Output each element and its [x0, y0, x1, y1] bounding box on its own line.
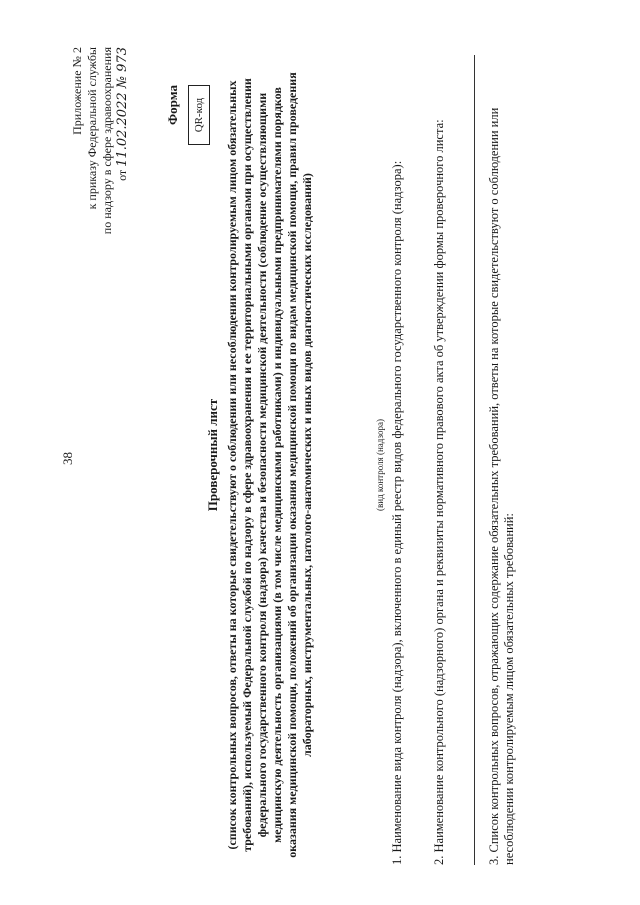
page-number: 38 [60, 452, 75, 465]
appendix-line-3: по надзору в сфере здравоохранения [100, 47, 114, 235]
document-title: Проверочный лист [205, 398, 220, 512]
appendix-handwritten-date: 11.02.2022 № 973 [115, 47, 130, 167]
form-label: Форма [165, 85, 180, 125]
section-item-3: 3. Список контрольных вопросов, отражающих содержание обязательных требований, ответы на которые свидетельствуют о соблюдении или несоблюдении контролируемым лицом обязательных требований: [487, 107, 516, 865]
document-description: (список контрольных вопросов, ответы на которые свидетельствуют о соблюдении или несоблюдении контролируемым лицом обязательных требований), используемый Федеральной службой по надзору в сфере здравоохранения и ее территориальными органами при осуществлении федерального государственного контроля (надзора) качества и безопасности медицинской деятельности (соблюдение осуществляющими медицинскую деятельность организациями (в том числе медицинскими работниками) и индивидуальными предпринимателями порядков оказания медицинской помощи, положений об организации оказания медицинской помощи по видам медицинской помощи, правил проведения лабораторных, инструментальных, патолого-анатомических и иных видов диагностических исследований) [225, 72, 314, 858]
qr-code-box: QR-код [188, 85, 210, 145]
section-item-1: 1. Наименование вида контроля (надзора), включенного в единый реестр видов федерального государственного контроля (надзора): [390, 160, 404, 865]
appendix-date-prefix: от [115, 169, 129, 181]
section-item-2: 2. Наименование контрольного (надзорного) органа и реквизиты нормативного правового акта об утверждении формы проверочного листа: [432, 119, 446, 865]
appendix-block [70, 47, 130, 237]
appendix-line-4 [115, 47, 130, 237]
appendix-line-1: Приложение № 2 [70, 47, 84, 135]
fill-in-line [474, 55, 475, 865]
appendix-line-2: к приказу Федеральной службы [85, 47, 99, 210]
description-note: (вид контроля (надзора) [375, 419, 385, 511]
